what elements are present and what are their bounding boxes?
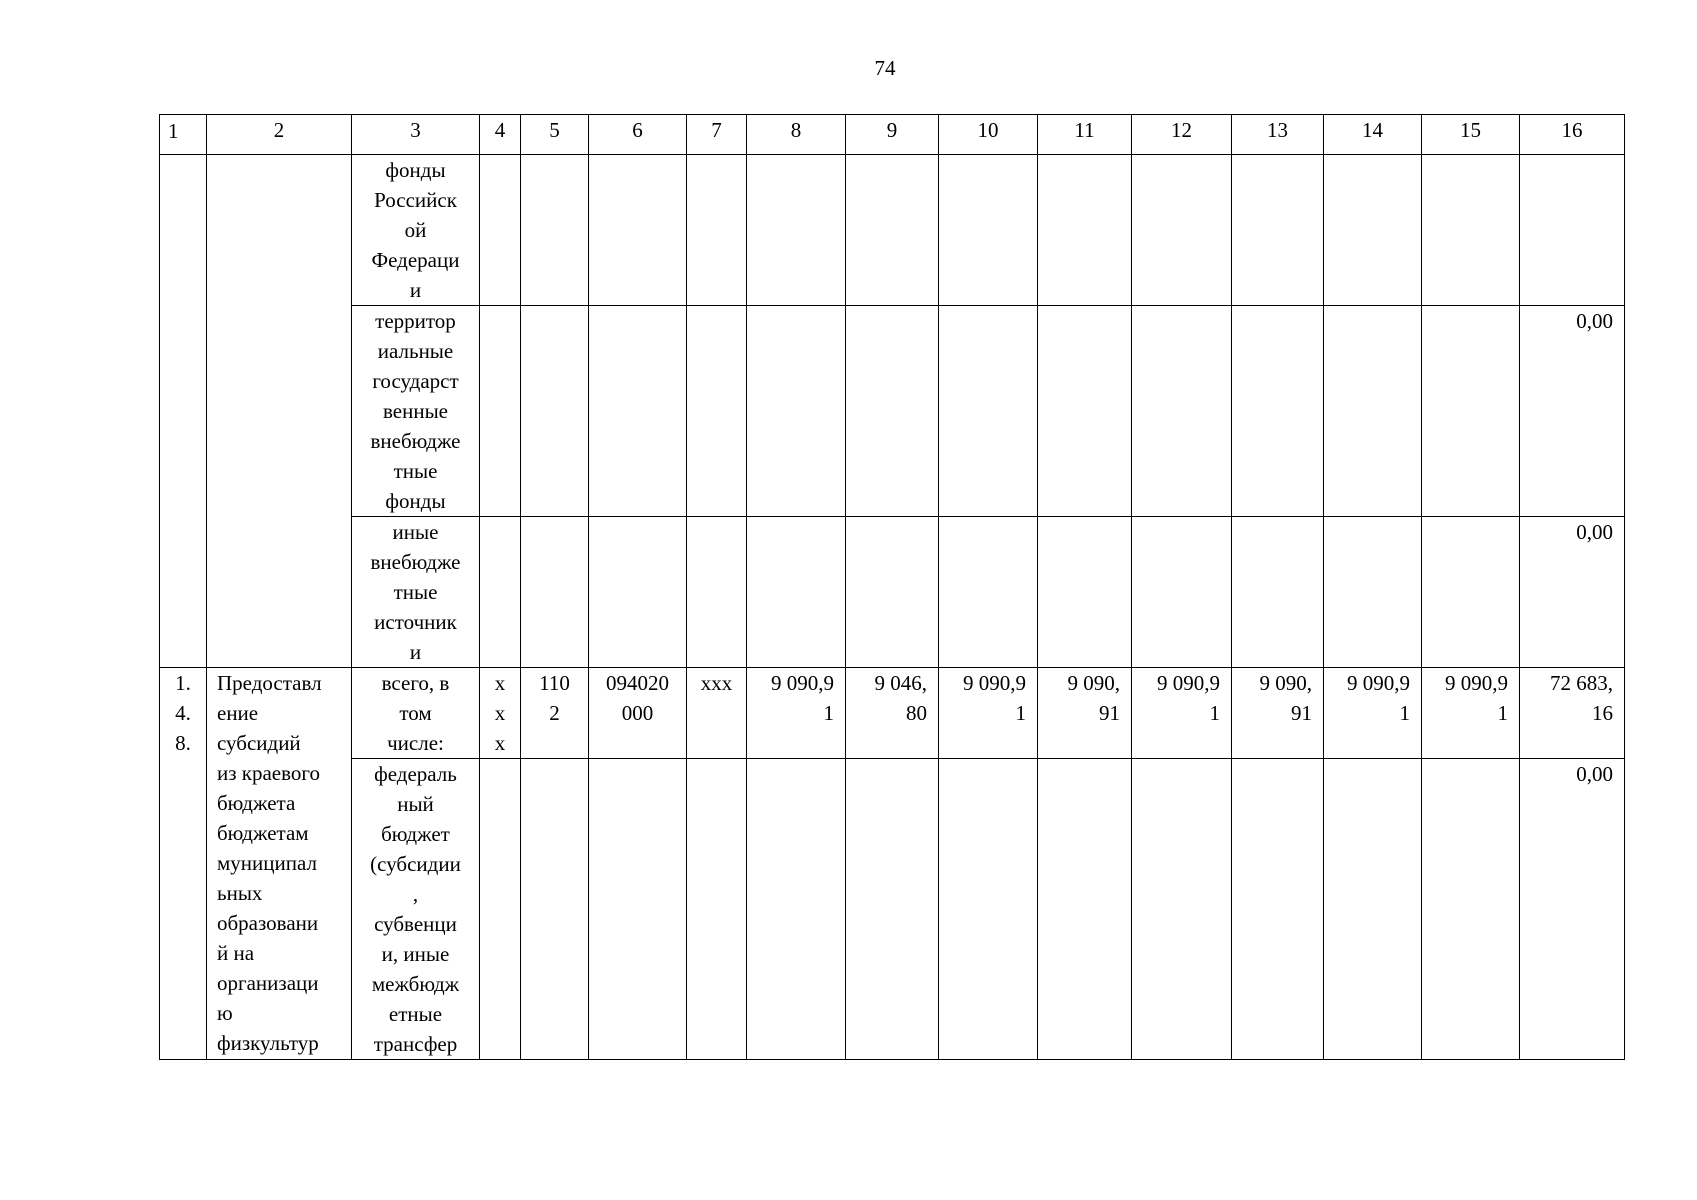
total-cell: [1520, 155, 1625, 306]
col7-cell: ххх: [687, 668, 747, 759]
column-number-header: 8: [747, 115, 846, 155]
table-row: [160, 306, 1625, 517]
cell-text-line: бюджета: [217, 791, 296, 815]
table-row: [160, 155, 1625, 306]
cell-text-line: ,: [412, 882, 419, 906]
item-number-cell: [160, 155, 207, 668]
cell-text-line: ой: [404, 218, 427, 242]
cell-text-line: 72 683,: [1550, 671, 1613, 695]
cell-text-line: 91: [1099, 701, 1120, 725]
cell-text-line: ю: [217, 1001, 233, 1025]
cell-text-line: Российск: [374, 188, 457, 212]
cell-text-line: и: [409, 278, 422, 302]
cell-text-line: 9 090,9: [963, 671, 1026, 695]
cell-text-line: 9 090,: [1259, 671, 1312, 695]
cell-text-line: 9 090,: [1067, 671, 1120, 695]
cell-text-line: и: [409, 640, 422, 664]
value-cell: [1422, 668, 1520, 759]
cell-text-line: (субсидии: [370, 852, 461, 876]
source-cell: [352, 155, 480, 306]
cell-text-line: ный: [397, 792, 434, 816]
table-row: [160, 517, 1625, 668]
cell-text-line: трансфер: [373, 1032, 458, 1056]
table-row: [160, 759, 1625, 1060]
cell-text-line: 9 046,: [874, 671, 927, 695]
source-cell: [352, 306, 480, 517]
cell-text-line: числе:: [387, 731, 444, 755]
total-cell: [1520, 668, 1625, 759]
source-cell: [352, 759, 480, 1060]
cell-text-line: межбюдж: [371, 972, 460, 996]
cell-text-line: фонды: [385, 158, 446, 182]
cell-text-line: 91: [1291, 701, 1312, 725]
column-number-header: 10: [939, 115, 1038, 155]
cell-text-line: 9 090,9: [1157, 671, 1220, 695]
cell-text-line: всего, в: [381, 671, 450, 695]
value-cell: [1324, 668, 1422, 759]
cell-text-line: ение: [217, 701, 259, 725]
cell-text-line: внебюдже: [370, 550, 461, 574]
table-row: [160, 668, 1625, 759]
cell-text-line: 8.: [175, 731, 191, 755]
item-name-cell: [207, 155, 352, 668]
cell-text-line: 1: [823, 701, 834, 725]
value-cell: [747, 668, 846, 759]
total-cell: 0,00: [1520, 759, 1625, 1060]
cell-text-line: и, иные: [381, 942, 450, 966]
cell-text-line: 4.: [175, 701, 191, 725]
page-number: 74: [874, 56, 896, 80]
cell-text-line: 094020: [606, 671, 669, 695]
cell-text-line: 1.: [175, 671, 191, 695]
cell-text-line: 80: [906, 701, 927, 725]
col4-cell: [480, 668, 521, 759]
column-number-header: 13: [1232, 115, 1324, 155]
column-numbers-row: [160, 115, 1625, 155]
column-number-header: 6: [589, 115, 687, 155]
cell-text-line: Предоставл: [217, 671, 322, 695]
column-number-header: 2: [207, 115, 352, 155]
cell-text-line: организаци: [217, 971, 319, 995]
source-cell: [352, 517, 480, 668]
value-cell: [846, 668, 939, 759]
cell-text-line: бюджет: [381, 822, 450, 846]
budget-table: [159, 114, 1625, 1060]
cell-text-line: 9 090,9: [1445, 671, 1508, 695]
cell-text-line: 1: [1497, 701, 1508, 725]
cell-text-line: 1: [1015, 701, 1026, 725]
column-number-header: 15: [1422, 115, 1520, 155]
cell-text-line: 9 090,9: [1347, 671, 1410, 695]
source-cell: [352, 668, 480, 759]
value-cell: [1038, 668, 1132, 759]
cell-text-line: фонды: [385, 489, 446, 513]
cell-text-line: х: [494, 671, 506, 695]
col5-cell: [521, 668, 589, 759]
cell-text-line: етные: [388, 1002, 443, 1026]
cell-text-line: 000: [621, 701, 654, 725]
cell-text-line: 16: [1592, 701, 1613, 725]
cell-text-line: х: [494, 731, 506, 755]
column-number-header: 16: [1520, 115, 1625, 155]
cell-text-line: й на: [217, 941, 255, 965]
cell-text-line: 110: [539, 671, 570, 695]
cell-text-line: 1: [1399, 701, 1410, 725]
column-number-header: 9: [846, 115, 939, 155]
value-cell: [1232, 668, 1324, 759]
col6-cell: [589, 668, 687, 759]
item-name-cell: [207, 668, 352, 1060]
column-number-header: 11: [1038, 115, 1132, 155]
cell-text-line: внебюдже: [370, 429, 461, 453]
total-cell: 0,00: [1520, 517, 1625, 668]
cell-text-line: 2: [549, 701, 560, 725]
column-number-header: 12: [1132, 115, 1232, 155]
value-cell: [1132, 668, 1232, 759]
cell-text-line: том: [399, 701, 432, 725]
cell-text-line: государст: [372, 369, 459, 393]
cell-text-line: субсидий: [217, 731, 301, 755]
cell-text-line: Федераци: [371, 248, 460, 272]
cell-text-line: муниципал: [217, 851, 317, 875]
cell-text-line: федераль: [374, 762, 457, 786]
cell-text-line: образовани: [217, 911, 319, 935]
cell-text-line: субвенци: [374, 912, 457, 936]
item-number-cell: [160, 668, 207, 1060]
column-number-header: 3: [352, 115, 480, 155]
column-number-header: 14: [1324, 115, 1422, 155]
cell-text-line: тные: [393, 580, 438, 604]
total-cell: 0,00: [1520, 306, 1625, 517]
column-number-header: 7: [687, 115, 747, 155]
value-cell: [939, 668, 1038, 759]
cell-text-line: венные: [382, 399, 449, 423]
cell-text-line: из краевого: [217, 761, 320, 785]
cell-text-line: 9 090,9: [771, 671, 834, 695]
cell-text-line: территор: [375, 309, 456, 333]
cell-text-line: бюджетам: [217, 821, 309, 845]
cell-text-line: ьных: [217, 881, 263, 905]
cell-text-line: тные: [393, 459, 438, 483]
column-number-header: 4: [480, 115, 521, 155]
cell-text-line: иные: [392, 520, 439, 544]
cell-text-line: иальные: [377, 339, 454, 363]
column-number-header: 5: [521, 115, 589, 155]
cell-text-line: 1: [1209, 701, 1220, 725]
column-number-header: 1: [160, 115, 207, 155]
cell-text-line: физкультур: [217, 1031, 319, 1055]
cell-text-line: источник: [374, 610, 457, 634]
cell-text-line: х: [494, 701, 506, 725]
